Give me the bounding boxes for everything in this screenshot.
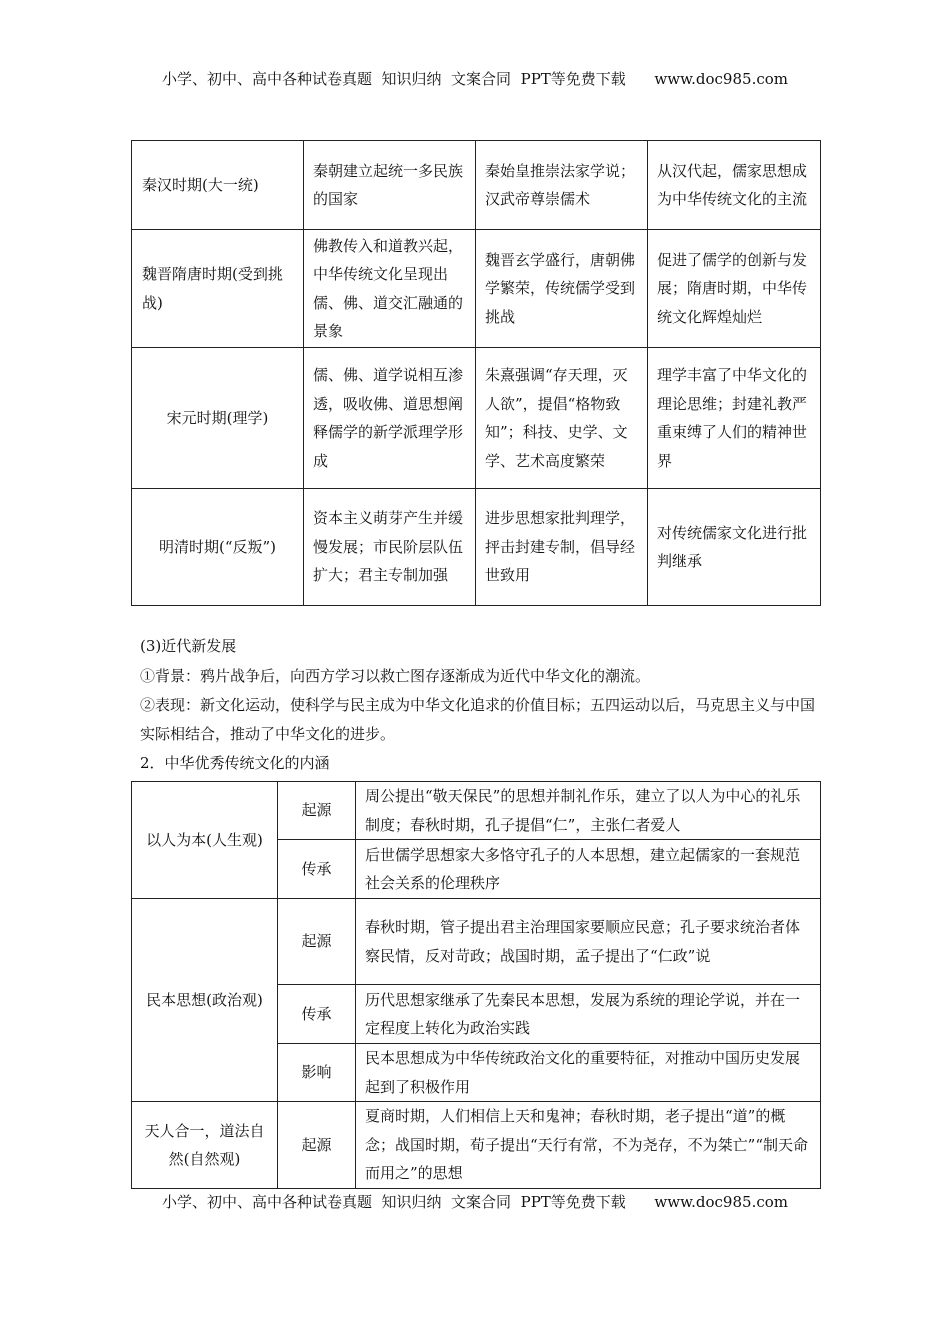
history-stages-table xyxy=(131,140,821,606)
table-row xyxy=(132,230,821,348)
content-cell: 春秋时期，管子提出君主治理国家要顺应民意；孔子要求统治者体察民情，反对苛政；战国时期，孟子提出了“仁政”说 xyxy=(356,899,821,985)
content-cell: 历代思想家继承了先秦民本思想，发展为系统的理论学说，并在一定程度上转化为政治实践 xyxy=(356,985,821,1044)
page-footer: 小学、初中、高中各种试卷真题 知识归纳 文案合同 PPT等免费下载 www.doc985.com xyxy=(161,1193,788,1211)
category-cell: 民本思想(政治观) xyxy=(132,899,278,1102)
table-row xyxy=(132,1102,821,1189)
section-heading: (3)近代新发展 xyxy=(140,637,237,655)
subsection-title: 2．中华优秀传统文化的内涵 xyxy=(140,754,330,772)
aspect-cell: 起源 xyxy=(278,782,356,840)
aspect-cell: 影响 xyxy=(278,1044,356,1102)
performance-cell: 朱熹强调“存天理，灭人欲”，提倡“格物致知”；科技、史学、文学、艺术高度繁荣 xyxy=(476,348,648,489)
background-cell: 资本主义萌芽产生并缓慢发展；市民阶层队伍扩大；君主专制加强 xyxy=(304,489,476,606)
influence-cell: 理学丰富了中华文化的理论思维；封建礼教严重束缚了人们的精神世界 xyxy=(648,348,821,489)
table-row xyxy=(132,782,821,840)
content-cell: 民本思想成为中华传统政治文化的重要特征，对推动中国历史发展起到了积极作用 xyxy=(356,1044,821,1102)
influence-cell: 从汉代起，儒家思想成为中华传统文化的主流 xyxy=(648,141,821,230)
table-row xyxy=(132,489,821,606)
content-cell: 夏商时期，人们相信上天和鬼神；春秋时期，老子提出“道”的概念；战国时期，荀子提出“天行有常，不为尧存，不为桀亡”“制天命而用之”的思想 xyxy=(356,1102,821,1189)
aspect-cell: 起源 xyxy=(278,1102,356,1189)
table-row xyxy=(132,141,821,230)
performance-cell: 魏晋玄学盛行，唐朝佛学繁荣，传统儒学受到挑战 xyxy=(476,230,648,348)
page-header: 小学、初中、高中各种试卷真题 知识归纳 文案合同 PPT等免费下载 www.doc985.com xyxy=(161,70,788,88)
background-paragraph: ①背景：鸦片战争后，向西方学习以救亡图存逐渐成为近代中华文化的潮流。 xyxy=(140,667,651,685)
period-cell: 魏晋隋唐时期(受到挑战) xyxy=(132,230,304,348)
category-cell: 天人合一，道法自然(自然观) xyxy=(132,1102,278,1189)
period-cell: 明清时期(“反叛”) xyxy=(132,489,304,606)
background-cell: 儒、佛、道学说相互渗透，吸收佛、道思想阐释儒学的新学派理学形成 xyxy=(304,348,476,489)
background-cell: 佛教传入和道教兴起，中华传统文化呈现出儒、佛、道交汇融通的景象 xyxy=(304,230,476,348)
background-cell: 秦朝建立起统一多民族的国家 xyxy=(304,141,476,230)
influence-cell: 对传统儒家文化进行批判继承 xyxy=(648,489,821,606)
content-cell: 周公提出“敬天保民”的思想并制礼作乐，建立了以人为中心的礼乐制度；春秋时期，孔子提倡“仁”，主张仁者爱人 xyxy=(356,782,821,840)
performance-cell: 秦始皇推崇法家学说；汉武帝尊崇儒术 xyxy=(476,141,648,230)
content-cell: 后世儒学思想家大多恪守孔子的人本思想，建立起儒家的一套规范社会关系的伦理秩序 xyxy=(356,840,821,899)
culture-connotation-table xyxy=(131,781,821,1189)
category-cell: 以人为本(人生观) xyxy=(132,782,278,899)
aspect-cell: 起源 xyxy=(278,899,356,985)
performance-cell: 进步思想家批判理学，抨击封建专制，倡导经世致用 xyxy=(476,489,648,606)
table-row xyxy=(132,899,821,985)
aspect-cell: 传承 xyxy=(278,840,356,899)
performance-paragraph: ②表现：新文化运动，使科学与民主成为中华文化追求的价值目标；五四运动以后，马克思主义与中国实际相结合，推动了中华文化的进步。 xyxy=(140,696,816,743)
period-cell: 宋元时期(理学) xyxy=(132,348,304,489)
influence-cell: 促进了儒学的创新与发展；隋唐时期，中华传统文化辉煌灿烂 xyxy=(648,230,821,348)
period-cell: 秦汉时期(大一统) xyxy=(132,141,304,230)
table-row xyxy=(132,348,821,489)
aspect-cell: 传承 xyxy=(278,985,356,1044)
